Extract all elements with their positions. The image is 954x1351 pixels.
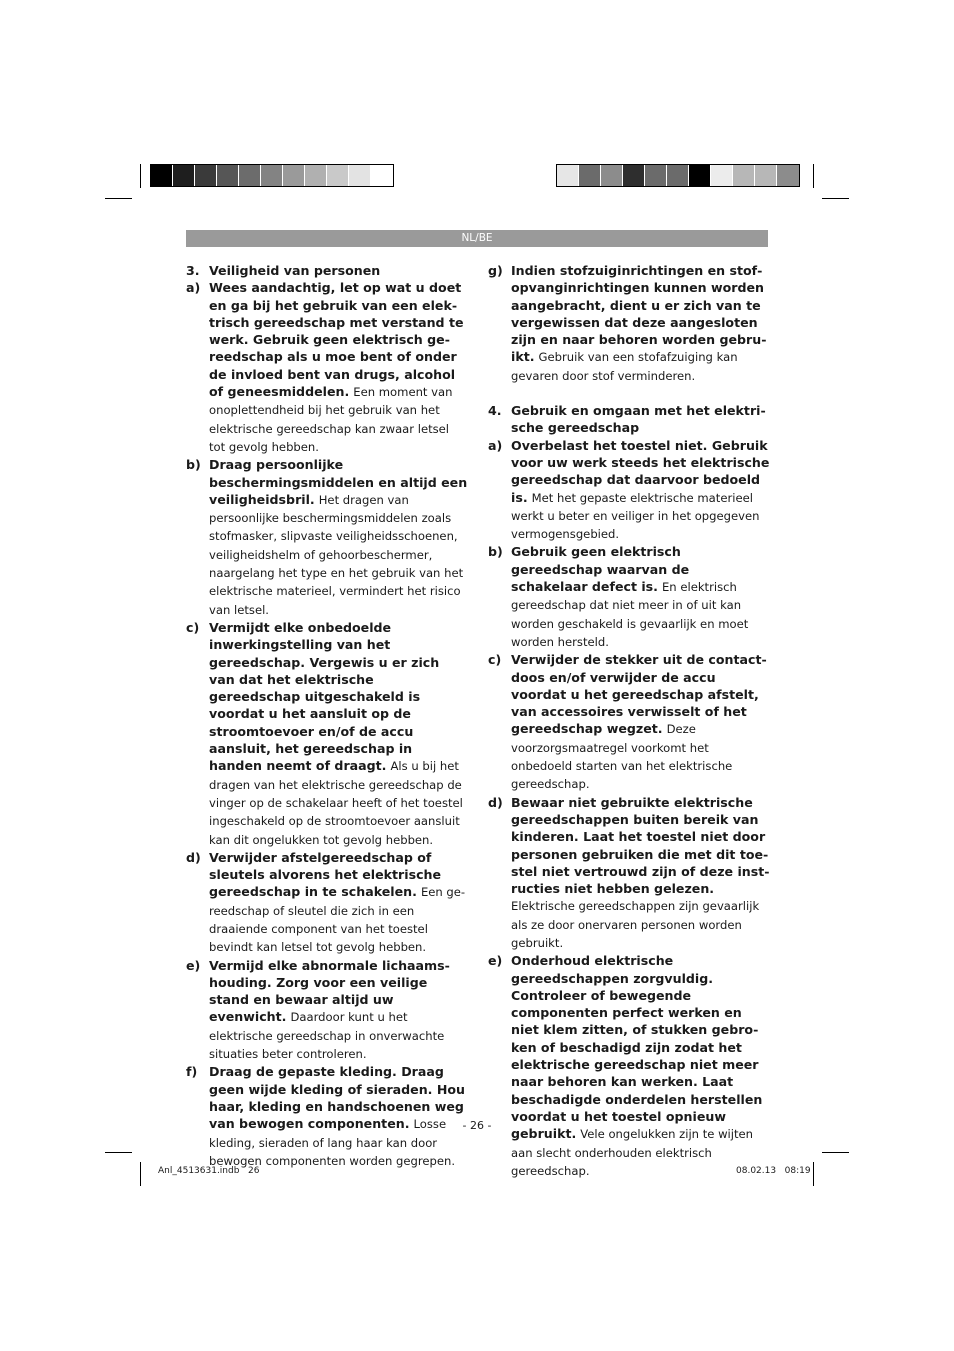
item-normal-text: Met het gepaste elektrische materieel werkt u beter en veiliger in het opgegeven vermogensgebied. xyxy=(511,490,760,542)
list-item xyxy=(186,456,468,619)
list-item xyxy=(488,651,770,793)
list-item xyxy=(488,952,770,1180)
item-label: g) xyxy=(488,263,503,278)
item-text xyxy=(511,952,770,1180)
crop-mark xyxy=(140,164,141,188)
color-swatch xyxy=(217,165,239,186)
color-swatch xyxy=(623,165,645,186)
item-label: a) xyxy=(488,437,503,453)
left-column xyxy=(186,262,468,1170)
item-label: f) xyxy=(186,1064,198,1080)
section-number: 4. xyxy=(488,403,502,419)
item-bold-text: Wees aandachtig, let op wat u doet en ga bij het gebruik van een elektrisch gereedschap met verstand te werk. Gebruik geen elektrisch gereedschap als u moe bent of onder de invloed bent van drugs, alcohol of geneesmiddelen. xyxy=(209,280,464,400)
right-column xyxy=(488,262,770,1180)
item-normal-text: Een moment van onoplettendheid bij het gebruik van het elektrische gereedschap kan zwaar letsel tot gevolg hebben. xyxy=(209,385,453,454)
item-list xyxy=(488,437,770,1180)
color-swatch xyxy=(557,165,579,186)
color-swatch xyxy=(305,165,327,186)
item-label: c) xyxy=(186,619,200,635)
item-label: b) xyxy=(488,544,503,560)
crop-mark xyxy=(140,1162,141,1186)
section-number: 3. xyxy=(186,263,200,278)
item-label: d) xyxy=(186,849,201,865)
item-text xyxy=(209,279,468,456)
item-text xyxy=(209,957,468,1064)
item-bold-text: Onderhoud elektrische gereedschappen zorgvuldig. Controleer of bewegende componenten perfect werken en niet klem zitten, of stukken gebroken of beschadigd zijn zodat het elektrische gereedschap niet meer naar behoren kan werken. Laat beschadigde onderdelen herstellen voordat u het toestel opnieuw gebruikt. xyxy=(511,953,763,1142)
crop-mark xyxy=(105,198,132,199)
section-title: Gebruik en omgaan met het elektrische gereedschap xyxy=(511,403,766,436)
color-bar-right xyxy=(556,164,800,187)
item-bold-text: Draag persoonlijke beschermingsmiddelen en altijd een veiligheidsbril. xyxy=(209,457,468,507)
color-swatch xyxy=(349,165,371,186)
item-bold-text: Vermijdt elke onbedoelde inwerkingstelling van het gereedschap. Vergewis u er zich van dat het elektrische gereedschap uitgeschakeld is voordat u het aansluit op de stroomtoevoer en/of de accu aansluit, het gereedschap in handen neemt of draagt. xyxy=(209,619,440,774)
section-title: Veiligheid van personen xyxy=(209,263,381,278)
crop-mark xyxy=(813,1162,814,1186)
section-heading xyxy=(186,262,468,279)
item-text xyxy=(511,794,770,953)
spacer xyxy=(488,385,770,402)
item-normal-text: Deze voorzorgsmaatregel voorkomt het onbedoeld starten van het elektrische gereedschap. xyxy=(511,722,733,792)
item-text xyxy=(209,849,468,957)
list-item xyxy=(488,794,770,953)
list-item xyxy=(488,262,770,385)
item-normal-text: Het dragen van persoonlijke beschermingsmiddelen zoals stofmasker, slipvaste veiligheidsschoenen, veiligheidshelm of gehoorbeschermer, naargelang het type en het gebruik van het elektrische materieel, vermindert het risico van letsel. xyxy=(209,492,464,617)
item-label: c) xyxy=(488,652,502,668)
color-swatch xyxy=(261,165,283,186)
item-text xyxy=(511,543,770,651)
color-swatch xyxy=(733,165,755,186)
color-swatch xyxy=(777,165,799,186)
item-text xyxy=(209,1063,468,1170)
color-swatch xyxy=(173,165,195,186)
item-bold-text: Verwijder de stekker uit de contactdoos en/of verwijder de accu voordat u het gereedschap afstelt, van accessoires verwisselt of het gereedschap wegzet. xyxy=(511,652,767,737)
item-list xyxy=(186,279,468,1170)
color-swatch xyxy=(239,165,261,186)
item-text xyxy=(209,456,468,619)
item-label: e) xyxy=(186,957,201,973)
item-normal-text: Daardoor kunt u het elektrische gereedschap in onverwachte situaties beter controleren. xyxy=(209,1010,445,1062)
list-item xyxy=(186,279,468,456)
item-normal-text: Gebruik van een stofafzuiging kan gevaren door stof verminderen. xyxy=(511,350,738,383)
item-text xyxy=(209,619,468,849)
item-normal-text: Elektrische gereedschappen zijn gevaarlijk als ze door onervaren personen worden gebruikt. xyxy=(511,899,760,950)
item-normal-text: Vele ongelukken zijn te wijten aan slecht onderhouden elektrisch gereedschap. xyxy=(511,1127,754,1178)
item-bold-text: Verwijder afstelgereedschap of sleutels alvorens het elektrische gereedschap in te schakelen. xyxy=(209,849,442,900)
item-bold-text: Draag de gepaste kleding. Draag geen wijde kleding of sieraden. Hou haar, kleding en handschoenen weg van bewogen componenten. xyxy=(209,1064,466,1132)
item-bold-text: Gebruik geen elektrisch gereedschap waarvan de schakelaar defect is. xyxy=(511,544,690,595)
color-swatch xyxy=(645,165,667,186)
color-swatch xyxy=(601,165,623,186)
item-normal-text: Losse kleding, sieraden of lang haar kan door bewogen componenten worden gegrepen. xyxy=(209,1117,456,1168)
item-label: a) xyxy=(186,280,201,296)
crop-mark xyxy=(822,1152,849,1153)
language-bar: NL/BE xyxy=(186,230,768,247)
color-swatch xyxy=(711,165,733,186)
footer-file: Anl_4513631.indb 26 xyxy=(158,1166,260,1176)
item-label: d) xyxy=(488,794,503,810)
item-label: b) xyxy=(186,457,201,473)
color-swatch xyxy=(283,165,305,186)
color-swatch xyxy=(327,165,349,186)
item-list xyxy=(488,262,770,385)
list-item xyxy=(186,619,468,849)
color-swatch xyxy=(579,165,601,186)
color-swatch xyxy=(755,165,777,186)
crop-mark xyxy=(813,164,814,188)
color-swatch xyxy=(689,165,711,186)
list-item xyxy=(186,1063,468,1170)
crop-mark xyxy=(822,198,849,199)
color-swatch xyxy=(371,165,393,186)
list-item xyxy=(488,437,770,544)
color-swatch xyxy=(151,165,173,186)
color-swatch xyxy=(667,165,689,186)
list-item xyxy=(186,849,468,957)
item-label: e) xyxy=(488,953,503,969)
item-text xyxy=(511,651,770,793)
crop-mark xyxy=(105,1152,132,1153)
page-number: - 26 - xyxy=(462,1119,492,1132)
color-bar-left xyxy=(150,164,394,187)
item-normal-text: Als u bij het dragen van het elektrische gereedschap de vinger op de schakelaar heeft of het toestel ingeschakeld op de stroomtoevoer aansluit kan dit ongelukken tot gevolg hebben. xyxy=(209,759,463,847)
footer-timestamp: 08.02.13 08:19 xyxy=(736,1166,811,1176)
item-bold-text: Bewaar niet gebruikte elektrische gereedschappen buiten bereik van kinderen. Laat het toestel niet door personen gebruiken die met dit toestel niet vertrouwd zijn of deze instructies niet hebben gelezen. xyxy=(511,794,770,897)
item-bold-text: Indien stofzuiginrichtingen en stofopvanginrichtingen kunnen worden aangebracht, dient u er zich van te vergewissen dat deze aangesloten zijn en naar behoren worden gebruikt. xyxy=(511,263,767,365)
item-text xyxy=(511,437,770,544)
section-heading xyxy=(488,402,770,437)
item-normal-text: En elektrisch gereedschap dat niet meer in of uit kan worden geschakeld is gevaarlijk en moet worden hersteld. xyxy=(511,580,749,649)
color-swatch xyxy=(195,165,217,186)
list-item xyxy=(186,957,468,1064)
item-bold-text: Overbelast het toestel niet. Gebruik voor uw werk steeds het elektrische gereedschap dat daarvoor bedoeld is. xyxy=(511,437,770,505)
item-text xyxy=(511,262,770,385)
item-normal-text: Een gereedschap of sleutel die zich in een draaiende component van het toestel bevindt kan letsel tot gevolg hebben. xyxy=(209,885,466,955)
item-bold-text: Vermijd elke abnormale lichaamshouding. Zorg voor een veilige stand en bewaar altijd uw evenwicht. xyxy=(209,957,450,1025)
list-item xyxy=(488,543,770,651)
